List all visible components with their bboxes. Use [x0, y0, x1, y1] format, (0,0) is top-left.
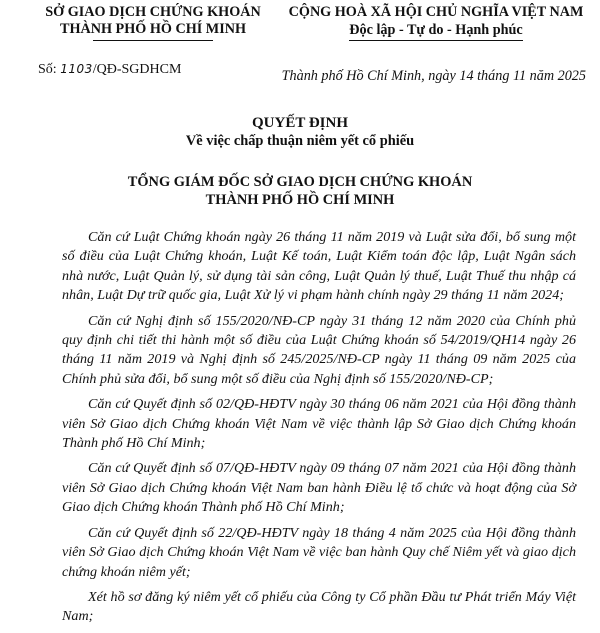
body-paragraph: Căn cứ Quyết định số 07/QĐ-HĐTV ngày 09 tháng 07 năm 2021 của Hội đồng thành viên Sở Giao dịch Chứng khoán Việt Nam ban hành Điều lệ tổ chức và hoạt động của Sở Giao dịch Chứng khoán Thành phố Hồ Chí Minh; — [62, 460, 576, 516]
document-number — [38, 62, 181, 78]
place-date: Thành phố Hồ Chí Minh, ngày 14 tháng 11 năm 2025 — [281, 68, 586, 84]
national-title: CỘNG HOÀ XÃ HỘI CHỦ NGHĨA VIỆT NAM — [288, 4, 584, 20]
body-paragraph: Căn cứ Luật Chứng khoán ngày 26 tháng 11 năm 2019 và Luật sửa đổi, bổ sung một số điều của Luật Chứng khoán, Luật Kế toán, Luật Kiểm toán độc lập, Luật Ngân sách nhà nước, Luật Quản lý, sử dụng tài sản công, Luật Quản lý thuế, Luật Thuế thu nhập cá nhân, Luật Dự trữ quốc gia, Luật Xử lý vi phạm hành chính ngày 29 tháng 11 năm 2024; — [62, 229, 576, 304]
issuer-underline — [93, 40, 213, 41]
national-motto: Độc lập - Tự do - Hạnh phúc — [349, 22, 522, 41]
body-paragraph: Xét hồ sơ đăng ký niêm yết cổ phiếu của Công ty Cổ phần Đầu tư Phát triển Máy Việt Nam; — [62, 588, 576, 625]
issuer-name-line1: SỞ GIAO DỊCH CHỨNG KHOÁN — [45, 4, 261, 20]
body-paragraph: Căn cứ Quyết định số 02/QĐ-HĐTV ngày 30 tháng 06 năm 2021 của Hội đồng thành viên Sở Giao dịch Chứng khoán Việt Nam về việc thành lập Sở Giao dịch Chứng khoán Thành phố Hồ Chí Minh; — [62, 396, 576, 452]
document-body — [62, 228, 576, 633]
document-title: QUYẾT ĐỊNH — [252, 115, 348, 131]
issuing-authority — [0, 173, 600, 209]
body-paragraph: Căn cứ Nghị định số 155/2020/NĐ-CP ngày 31 tháng 12 năm 2020 của Chính phủ quy định chi tiết thi hành một số điều của Luật Chứng khoán số 54/2019/QH14 ngày 26 tháng 11 năm 2019 và Nghị định số 245/2025/NĐ-CP ngày 11 tháng 09 năm 2025 của Chính phủ sửa đổi, bổ sung một số điều của Nghị định số 155/2020/NĐ-CP; — [62, 312, 576, 387]
body-paragraph: Căn cứ Quyết định số 22/QĐ-HĐTV ngày 18 tháng 4 năm 2025 của Hội đồng thành viên Sở Giao dịch Chứng khoán Việt Nam về việc ban hành Quy chế Niêm yết và giao dịch chứng khoán niêm yết; — [62, 524, 576, 580]
document-subject: Về việc chấp thuận niêm yết cổ phiếu — [185, 133, 415, 149]
doc-number-handwritten: 1103 — [60, 62, 93, 76]
doc-number-prefix: Số: — [38, 62, 57, 77]
issuer-name-line2: THÀNH PHỐ HỒ CHÍ MINH — [59, 21, 247, 37]
authority-line1: TỔNG GIÁM ĐỐC SỞ GIAO DỊCH CHỨNG KHOÁN — [127, 174, 473, 190]
national-header — [286, 4, 586, 41]
issuer-header — [28, 4, 278, 41]
authority-line2: THÀNH PHỐ HỒ CHÍ MINH — [205, 192, 395, 208]
doc-number-suffix: /QĐ-SGDHCM — [92, 62, 182, 77]
